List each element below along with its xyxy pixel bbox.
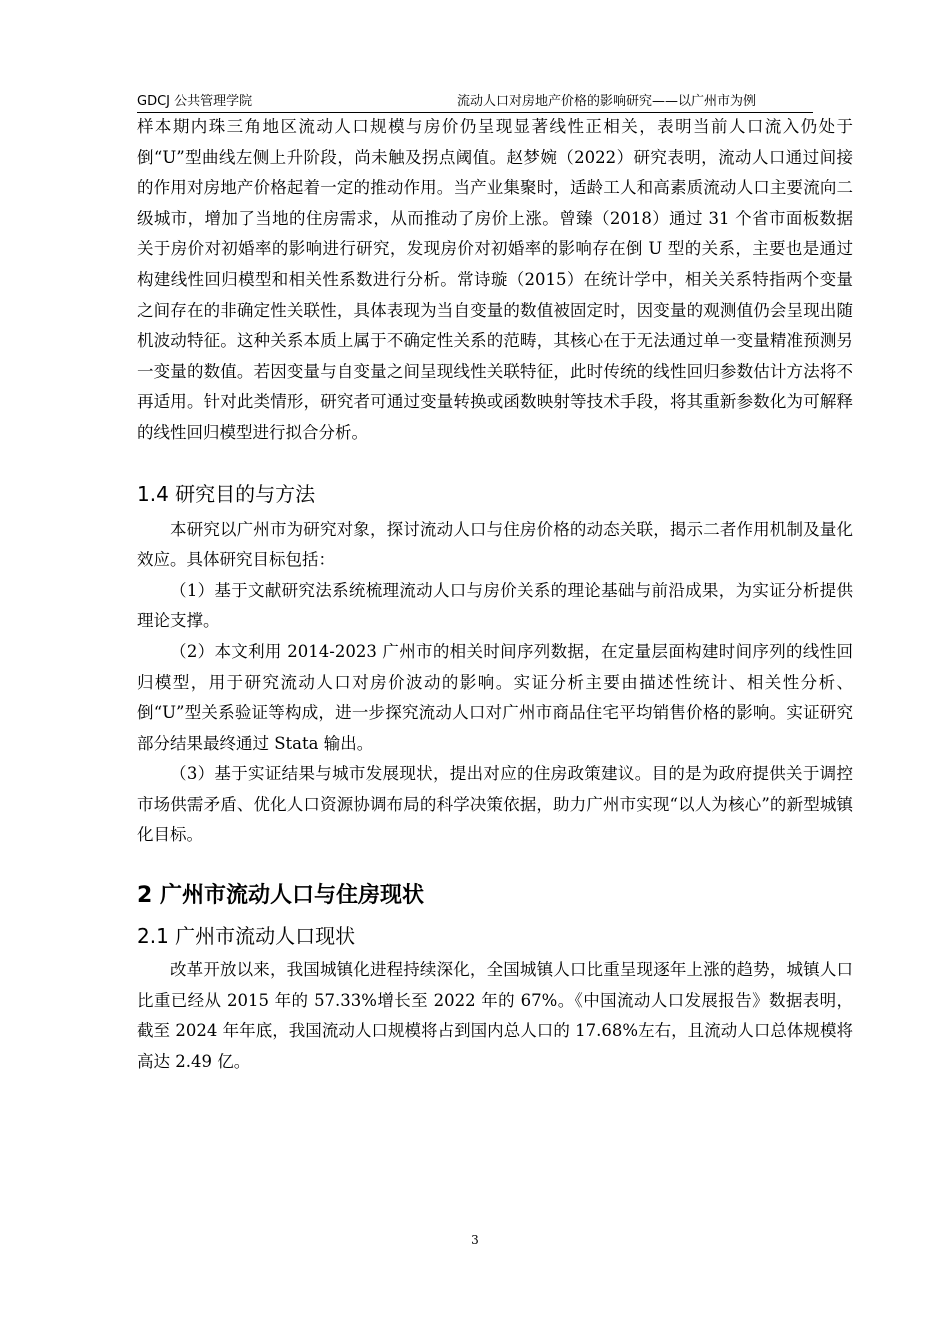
chapter-heading-2: 2 广州市流动人口与住房现状 — [137, 883, 424, 909]
paragraph-objective-1: （1）基于文献研究法系统梳理流动人口与房价关系的理论基础与前沿成果，为实证分析提供理论支撑。 — [137, 580, 853, 631]
paragraph-urbanization: 改革开放以来，我国城镇化进程持续深化，全国城镇人口比重呈现逐年上涨的趋势，城镇人口比重已经从 2015 年的 57.33%增长至 2022 年的 67%。《中国流动人口发展报告》数据表明，截至 2024 年年底，我国流动人口规模将占到国内总人口的 17.68%左右，且流动人口总体规模将高达 2.49 亿。 — [137, 960, 853, 1071]
paragraph-intro: 样本期内珠三角地区流动人口规模与房价仍呈现显著线性正相关，表明当前人口流入仍处于倒“U”型曲线左侧上升阶段，尚未触及拐点阈值。赵梦婉（2022）研究表明，流动人口通过间接的作用对房地产价格起着一定的推动作用。当产业集聚时，适龄工人和高素质流动人口主要流向二级城市，增加了当地的住房需求，从而推动了房价上涨。曾臻（2018）通过 31 个省市面板数据关于房价对初婚率的影响进行研究，发现房价对初婚率的影响存在倒 U 型的关系，主要也是通过构建线性回归模型和相关性系数进行分析。常诗璇（2015）在统计学中，相关关系特指两个变量之间存在的非确定性关联性，具体表现为当自变量的数值被固定时，因变量的观测值仍会呈现出随机波动特征。这种关系本质上属于不确定性关系的范畴，其核心在于无法通过单一变量精准预测另一变量的数值。若因变量与自变量之间呈现线性关联特征，此时传统的线性回归参数估计方法将不再适用。针对此类情形，研究者可通过变量转换或函数映射等技术手段，将其重新参数化为可解释的线性回归模型进行拟合分析。 — [137, 117, 853, 442]
header-school: GDCJ 公共管理学院 — [137, 94, 253, 109]
paragraph-objectives: 本研究以广州市为研究对象，探讨流动人口与住房价格的动态关联，揭示二者作用机制及量化效应。具体研究目标包括： — [137, 519, 853, 570]
header-title: 流动人口对房地产价格的影响研究——以广州市为例 — [457, 94, 757, 109]
page-body — [137, 112, 853, 1077]
paragraph-objective-2: （2）本文利用 2014-2023 广州市的相关时间序列数据，在定量层面构建时间序列的线性回归模型，用于研究流动人口对房价波动的影响。实证分析主要由描述性统计、相关性分析、倒“U”型关系验证等构成，进一步探究流动人口对广州市商品住宅平均销售价格的影响。实证研究部分结果最终通过 Stata 输出。 — [137, 641, 853, 753]
section-heading-2-1: 2.1 广州市流动人口现状 — [137, 924, 356, 949]
paragraph-objective-3: （3）基于实证结果与城市发展现状，提出对应的住房政策建议。目的是为政府提供关于调控市场供需矛盾、优化人口资源协调布局的科学决策依据，助力广州市实现“以人为核心”的新型城镇化目标。 — [137, 764, 853, 845]
page-number: 3 — [471, 1233, 479, 1247]
section-heading-1-4: 1.4 研究目的与方法 — [137, 481, 316, 506]
page-header — [137, 92, 813, 113]
